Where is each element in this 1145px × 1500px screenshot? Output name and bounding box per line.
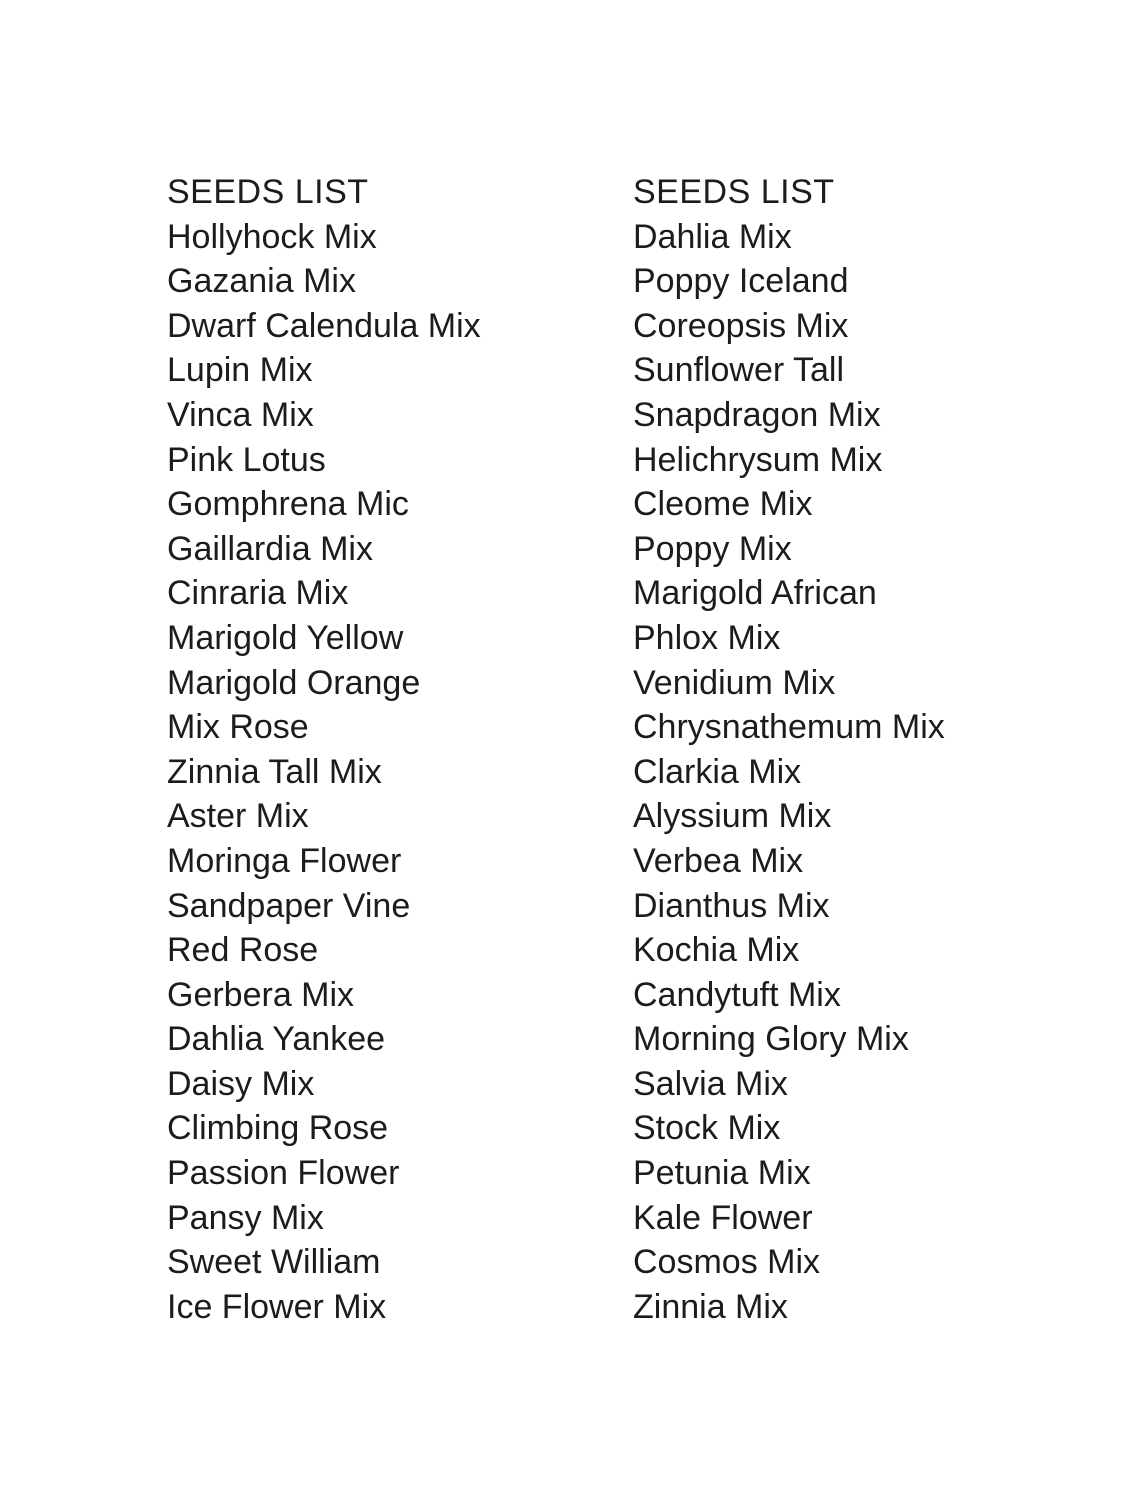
list-item: Poppy Iceland [633, 262, 849, 301]
list-item: Alyssium Mix [633, 797, 832, 836]
seed-list-right [633, 215, 945, 1330]
list-item: Verbea Mix [633, 841, 804, 880]
list-item: Phlox Mix [633, 618, 781, 657]
list-item: Daisy Mix [167, 1064, 315, 1103]
list-item: Dianthus Mix [633, 886, 830, 925]
list-item: Kale Flower [633, 1198, 813, 1237]
list-item: Morning Glory Mix [633, 1020, 909, 1059]
list-item: Sandpaper Vine [167, 886, 411, 925]
list-item: Marigold African [633, 574, 877, 613]
list-item: Zinnia Mix [633, 1287, 788, 1326]
list-item: Lupin Mix [167, 351, 313, 390]
list-item: Petunia Mix [633, 1154, 811, 1193]
list-item: Chrysnathemum Mix [633, 708, 945, 747]
list-item: Gaillardia Mix [167, 529, 373, 568]
list-item: Clarkia Mix [633, 752, 802, 791]
list-item: Helichrysum Mix [633, 440, 883, 479]
list-item: Red Rose [167, 931, 319, 970]
list-item: Candytuft Mix [633, 975, 841, 1014]
list-item: Zinnia Tall Mix [167, 752, 382, 791]
list-item: Dahlia Yankee [167, 1020, 386, 1059]
column-header-left: SEEDS LIST [167, 173, 369, 211]
list-item: Gomphrena Mic [167, 485, 409, 524]
list-item: Venidium Mix [633, 663, 836, 702]
list-item: Moringa Flower [167, 841, 402, 880]
list-item: Stock Mix [633, 1109, 781, 1148]
list-item: Gazania Mix [167, 262, 356, 301]
list-item: Aster Mix [167, 797, 309, 836]
list-item: Cosmos Mix [633, 1243, 821, 1282]
seeds-column-left [167, 170, 633, 1329]
list-item: Mix Rose [167, 708, 309, 747]
list-item: Snapdragon Mix [633, 395, 881, 434]
list-item: Pink Lotus [167, 440, 326, 479]
list-item: Coreopsis Mix [633, 306, 849, 345]
list-item: Cinraria Mix [167, 574, 349, 613]
seed-list-left [167, 215, 633, 1330]
seeds-columns [167, 170, 945, 1329]
list-item: Passion Flower [167, 1154, 400, 1193]
seeds-column-right [633, 170, 945, 1329]
list-item: Climbing Rose [167, 1109, 389, 1148]
list-item: Gerbera Mix [167, 975, 355, 1014]
list-item: Sweet William [167, 1243, 381, 1282]
list-item: Pansy Mix [167, 1198, 324, 1237]
list-item: Hollyhock Mix [167, 217, 377, 256]
list-item: Salvia Mix [633, 1064, 788, 1103]
list-item: Sunflower Tall [633, 351, 845, 390]
list-item: Marigold Yellow [167, 618, 404, 657]
list-item: Ice Flower Mix [167, 1287, 387, 1326]
list-item: Poppy Mix [633, 529, 792, 568]
list-item: Marigold Orange [167, 663, 421, 702]
list-item: Cleome Mix [633, 485, 813, 524]
column-header-right: SEEDS LIST [633, 173, 835, 211]
list-item: Vinca Mix [167, 395, 314, 434]
list-item: Dahlia Mix [633, 217, 792, 256]
list-item: Dwarf Calendula Mix [167, 306, 481, 345]
list-item: Kochia Mix [633, 931, 800, 970]
